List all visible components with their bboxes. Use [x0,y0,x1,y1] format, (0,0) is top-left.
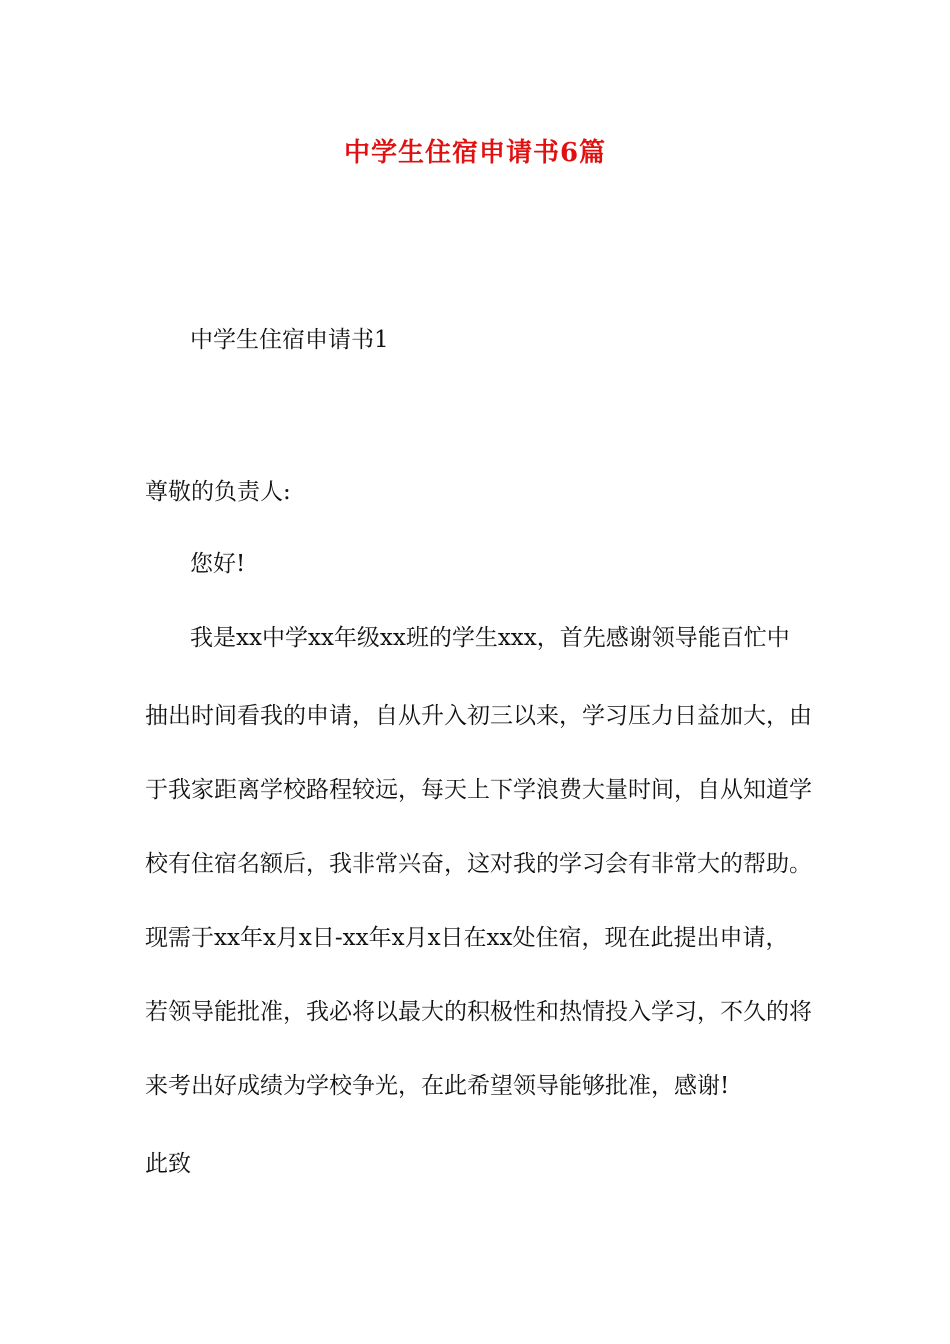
body-line: 抽出时间看我的申请，自从升入初三以来，学习压力日益加大，由 [145,703,812,729]
body-line: 我是xx中学xx年级xx班的学生xxx，首先感谢领导能百忙中 [190,625,790,651]
body-line: 若领导能批准，我必将以最大的积极性和热情投入学习，不久的将 [145,999,812,1025]
document-title: 中学生住宿申请书6篇 [343,138,607,168]
body-line: 校有住宿名额后，我非常兴奋，这对我的学习会有非常大的帮助。 [145,851,812,877]
section-heading: 中学生住宿申请书1 [190,327,389,353]
salutation: 尊敬的负责人: [145,479,291,505]
body-line: 来考出好成绩为学校争光，在此希望领导能够批准，感谢! [145,1073,730,1099]
body-line: 于我家距离学校路程较远，每天上下学浪费大量时间，自从知道学 [145,777,812,803]
closing: 此致 [145,1151,191,1177]
greeting: 您好! [190,551,246,577]
body-line: 现需于xx年x月x日-xx年x月x日在xx处住宿，现在此提出申请， [145,925,789,951]
